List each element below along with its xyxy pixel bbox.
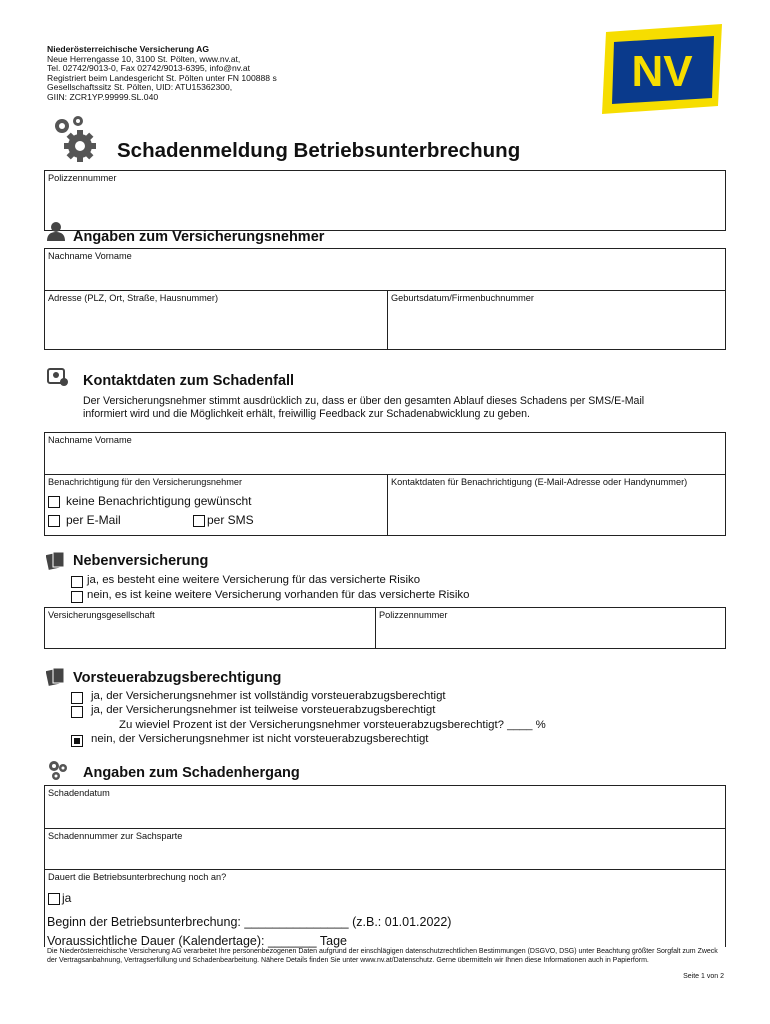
field-label: Kontaktdaten für Benachrichtigung (E-Mail-Adresse oder Handynummer) — [391, 477, 688, 487]
company-name: Niederösterreichische Versicherung AG — [47, 44, 210, 54]
nv-logo — [598, 22, 726, 118]
page-number: Seite 1 von 2 — [683, 973, 724, 980]
option-label: ja — [62, 891, 72, 905]
company-line: Tel. 02742/9013-0, Fax 02742/9013-6395, info@nv.at — [47, 63, 251, 74]
consent-line: Der Versicherungsnehmer stimmt ausdrücklich zu, dass er über den gesamten Ablauf dieses Schadens per SMS/E-Mail — [83, 395, 645, 407]
interruption-duration-line: Voraussichtliche Dauer (Kalendertage): _______ Tage — [47, 934, 347, 948]
field-label: Schadendatum — [48, 788, 110, 798]
damage-date-field[interactable] — [44, 785, 726, 829]
privacy-footer: Die Niederösterreichische Versicherung AG verarbeitet Ihre personenbezogenen Daten aufgrund der einschlägigen datenschutzrechtlichen Bestimmungen (DSGVO, DSG) unter Beachtung größter Sorgfalt zum Zweck der Vertragsanbahnung, Vertragserfüllung und Schadenbearbeitung. Nähere Details finden Sie unter www.nv.at/Datenschutz. Gerne übermitteln wir Ihnen diese Informationen auch in Papierform. — [47, 948, 718, 964]
tax-partial-checkbox[interactable] — [71, 706, 83, 718]
tax-none-checkbox[interactable] — [71, 735, 83, 747]
field-label: Adresse (PLZ, Ort, Straße, Hausnummer) — [48, 293, 219, 303]
option-label: per SMS — [207, 513, 254, 527]
field-label: Benachrichtigung für den Versicherungsnehmer — [48, 477, 243, 487]
contact-card-icon — [47, 367, 69, 392]
gears-icon — [46, 758, 70, 787]
person-icon — [47, 221, 65, 246]
company-address-block — [47, 45, 277, 103]
option-label: nein, der Versicherungsnehmer ist nicht vorsteuerabzugsberechtigt — [91, 733, 429, 745]
documents-icon — [46, 667, 66, 692]
insurance-company-field[interactable] — [44, 607, 376, 649]
option-label: ja, es besteht eine weitere Versicherung für das versicherte Risiko — [87, 574, 421, 586]
section-title: Nebenversicherung — [73, 553, 209, 569]
option-label: ja, der Versicherungsnehmer ist teilweise vorsteuerabzugsberechtigt — [91, 704, 436, 716]
interruption-begin-line: Beginn der Betriebsunterbrechung: _______________ (z.B.: 01.01.2022) — [47, 915, 452, 929]
field-label: Nachname Vorname — [48, 251, 132, 261]
consent-text — [83, 395, 644, 422]
notification-contact-field[interactable] — [387, 474, 726, 536]
no-notification-checkbox[interactable] — [48, 496, 60, 508]
field-label: Nachname Vorname — [48, 435, 132, 445]
sms-checkbox[interactable] — [193, 515, 205, 527]
logo-text: NV — [631, 47, 693, 96]
section-title: Angaben zum Schadenhergang — [83, 765, 300, 781]
field-label: Schadennummer zur Sachsparte — [48, 831, 183, 841]
claim-number-field[interactable] — [44, 828, 726, 870]
option-label: per E-Mail — [66, 513, 121, 527]
birthdate-field[interactable] — [387, 290, 726, 350]
ongoing-yes-checkbox[interactable] — [48, 893, 60, 905]
email-checkbox[interactable] — [48, 515, 60, 527]
policyholder-name-field[interactable] — [44, 248, 726, 291]
section-title: Kontaktdaten zum Schadenfall — [83, 373, 295, 389]
page-title: Schadenmeldung Betriebsunterbrechung — [117, 139, 521, 162]
company-line: Registriert beim Landesgericht St. Pölten unter FN 100888 s — [47, 72, 277, 83]
company-line: Gesellschaftssitz St. Pölten, UID: ATU15362300, — [47, 82, 233, 93]
option-label: keine Benachrichtigung gewünscht — [66, 494, 252, 508]
consent-line: informiert wird und die Möglichkeit erhält, freiwillig Feedback zur Schadenabwicklung zu geben. — [83, 408, 530, 421]
policy-number-field[interactable] — [44, 170, 726, 231]
option-label: ja, der Versicherungsnehmer ist vollständig vorsteuerabzugsberechtigt — [91, 690, 446, 702]
percent-question: Zu wieviel Prozent ist der Versicherungsnehmer vorsteuerabzugsberechtigt? ____ % — [119, 719, 546, 731]
other-insurance-no-checkbox[interactable] — [71, 591, 83, 603]
option-label: nein, es ist keine weitere Versicherung vorhanden für das versicherte Risiko — [87, 589, 470, 601]
other-policy-number-field[interactable] — [375, 607, 726, 649]
contact-name-field[interactable] — [44, 432, 726, 475]
field-label: Dauert die Betriebsunterbrechung noch an? — [48, 872, 227, 882]
address-field[interactable] — [44, 290, 388, 350]
field-label: Versicherungsgesellschaft — [48, 610, 155, 620]
other-insurance-yes-checkbox[interactable] — [71, 576, 83, 588]
section-title: Vorsteuerabzugsberechtigung — [73, 670, 282, 686]
section-title: Angaben zum Versicherungsnehmer — [73, 229, 325, 245]
field-label: Geburtsdatum/Firmenbuchnummer — [391, 293, 534, 303]
documents-icon — [46, 551, 66, 576]
gears-icon — [48, 112, 100, 169]
company-line: Neue Herrengasse 10, 3100 St. Pölten, www.nv.at, — [47, 53, 241, 64]
field-label: Polizzennummer — [48, 173, 117, 183]
tax-full-checkbox[interactable] — [71, 692, 83, 704]
company-line: GIIN: ZCR1YP.99999.SL.040 — [47, 91, 159, 102]
field-label: Polizzennummer — [379, 610, 448, 620]
